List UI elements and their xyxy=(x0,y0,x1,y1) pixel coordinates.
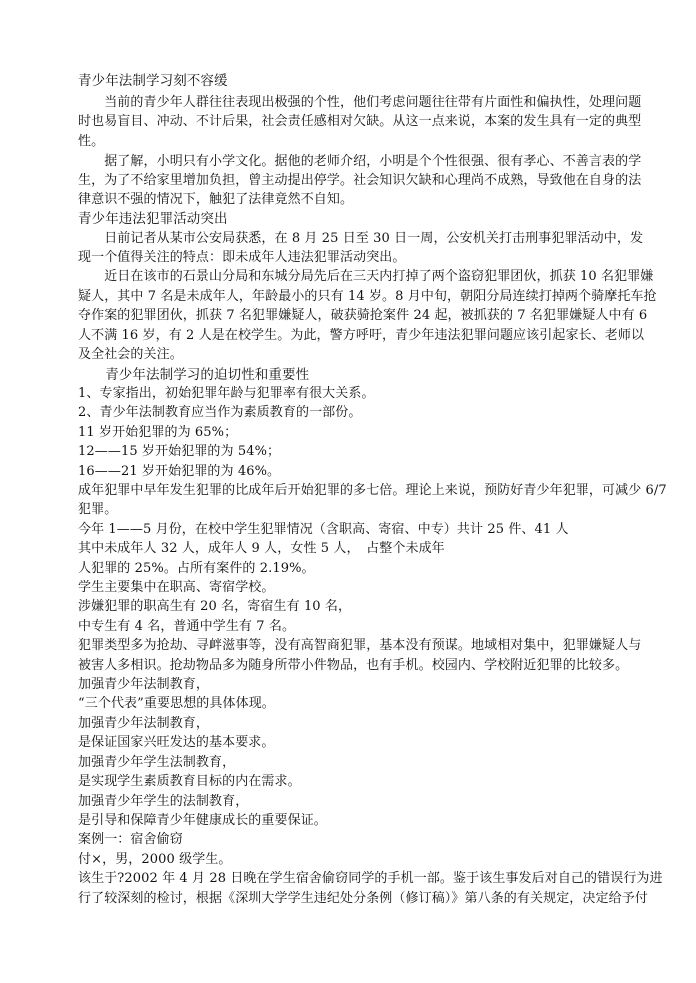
document-line: 当前的青少年人群往往表现出极强的个性，他们考虑问题往往带有片面性和偏执性，处理问题 xyxy=(78,95,642,110)
document-line: 1、专家指出，初始犯罪年龄与犯罪率有很大关系。 xyxy=(78,386,375,401)
document-line: 12——15 岁开始犯罪的为 54%； xyxy=(78,444,281,459)
document-line: 行了较深刻的检讨，根据《深圳大学学生违纪处分条例（修订稿）》第八条的有关规定，决定给予付 xyxy=(78,891,648,906)
document-line: 疑人，其中 7 名是未成年人，年龄最小的只有 14 岁。8 月中旬，朝阳分局连续打掉两个骑摩托车抢 xyxy=(78,289,657,304)
document-line: 是保证国家兴旺发达的基本要求。 xyxy=(78,735,275,750)
document-line: 中专生有 4 名，普通中学生有 7 名。 xyxy=(78,619,296,634)
document-line: 夺作案的犯罪团伙，抓获 7 名犯罪嫌疑人，破获骑抢案件 24 起，被抓获的 7 名犯罪嫌疑人中有 6 xyxy=(78,308,648,323)
document-line: 成年犯罪中早年发生犯罪的比成年后开始犯罪的多七倍。理论上来说，预防好青少年犯罪，可减少 6/7 xyxy=(78,483,667,498)
document-line: 加强青少年法制教育， xyxy=(78,677,210,692)
document-line: 现一个值得关注的特点：即未成年人违法犯罪活动突出。 xyxy=(78,250,406,265)
document-line: 付×，男，2000 级学生。 xyxy=(78,852,232,867)
document-line: 加强青少年学生的法制教育， xyxy=(78,794,249,809)
document-line: 2、青少年法制教育应当作为素质教育的一部份。 xyxy=(78,405,362,420)
document-line: 加强青少年学生法制教育， xyxy=(78,755,236,770)
document-line: 学生主要集中在职高、寄宿学校。 xyxy=(78,580,275,595)
document-line: 人犯罪的 25%。占所有案件的 2.19%。 xyxy=(78,561,315,576)
document-line: 时也易盲目、冲动、不计后果，社会责任感相对欠缺。从这一点来说，本案的发生具有一定的典型 xyxy=(78,114,642,129)
document-line: 据了解，小明只有小学文化。据他的老师介绍，小明是个个性很强、很有孝心、不善言表的学 xyxy=(78,154,642,169)
section-heading: 青少年违法犯罪活动突出 xyxy=(78,211,228,227)
document-line: 是实现学生素质教育目标的内在需求。 xyxy=(78,774,301,789)
document-line: 犯罪。 xyxy=(78,502,118,517)
document-line: 近日在该市的石景山分局和东城分局先后在三天内打掉了两个盗窃犯罪团伙，抓获 10 名犯罪嫌 xyxy=(78,269,654,284)
document-line: 该生于?2002 年 4 月 28 日晚在学生宿舍偷窃同学的手机一部。鉴于该生事发后对自己的错误行为进 xyxy=(78,871,663,886)
section-heading: 青少年法制学习刻不容缓 xyxy=(78,73,228,89)
document-line: 案例一：宿舍偷窃 xyxy=(78,832,183,847)
document-line: 其中未成年人 32 人，成年人 9 人，女性 5 人， 占整个未成年 xyxy=(78,541,445,556)
document-line: 涉嫌犯罪的职高生有 20 名，寄宿生有 10 名， xyxy=(78,599,352,614)
document-line: 及全社会的关注。 xyxy=(78,347,183,362)
document-line: “三个代表”重要思想的具体体现。 xyxy=(78,696,275,711)
document-line: 被害人多相识。抢劫物品多为随身所带小件物品，也有手机。校园内、学校附近犯罪的比较多。 xyxy=(78,658,629,673)
document-line: 11 岁开始犯罪的为 65%； xyxy=(78,425,238,440)
section-heading: 青少年法制学习的迫切性和重要性 xyxy=(78,367,310,383)
document-line: 是引导和保障青少年健康成长的重要保证。 xyxy=(78,813,327,828)
document-line: 加强青少年法制教育， xyxy=(78,716,210,731)
document-line: 人不满 16 岁，有 2 人是在校学生。为此，警方呼吁，青少年违法犯罪问题应该引起家长、老师以 xyxy=(78,328,645,343)
document-line: 生，为了不给家里增加负担，曾主动提出停学。社会知识欠缺和心理尚不成熟，导致他在自身的法 xyxy=(78,173,642,188)
document-line: 性。 xyxy=(78,134,105,149)
document-line: 16——21 岁开始犯罪的为 46%。 xyxy=(78,464,281,479)
document-line: 犯罪类型多为抢劫、寻衅滋事等，没有高智商犯罪，基本没有预谋。地域相对集中，犯罪嫌疑人与 xyxy=(78,638,642,653)
document-line: 律意识不强的情况下，触犯了法律竟然不自知。 xyxy=(78,192,354,207)
document-line: 今年 1——5 月份，在校中学生犯罪情况（含职高、寄宿、中专）共计 25 件、41 人 xyxy=(78,522,569,537)
document-line: 日前记者从某市公安局获悉，在 8 月 25 日至 30 日一周，公安机关打击刑事犯罪活动中，发 xyxy=(78,231,644,246)
